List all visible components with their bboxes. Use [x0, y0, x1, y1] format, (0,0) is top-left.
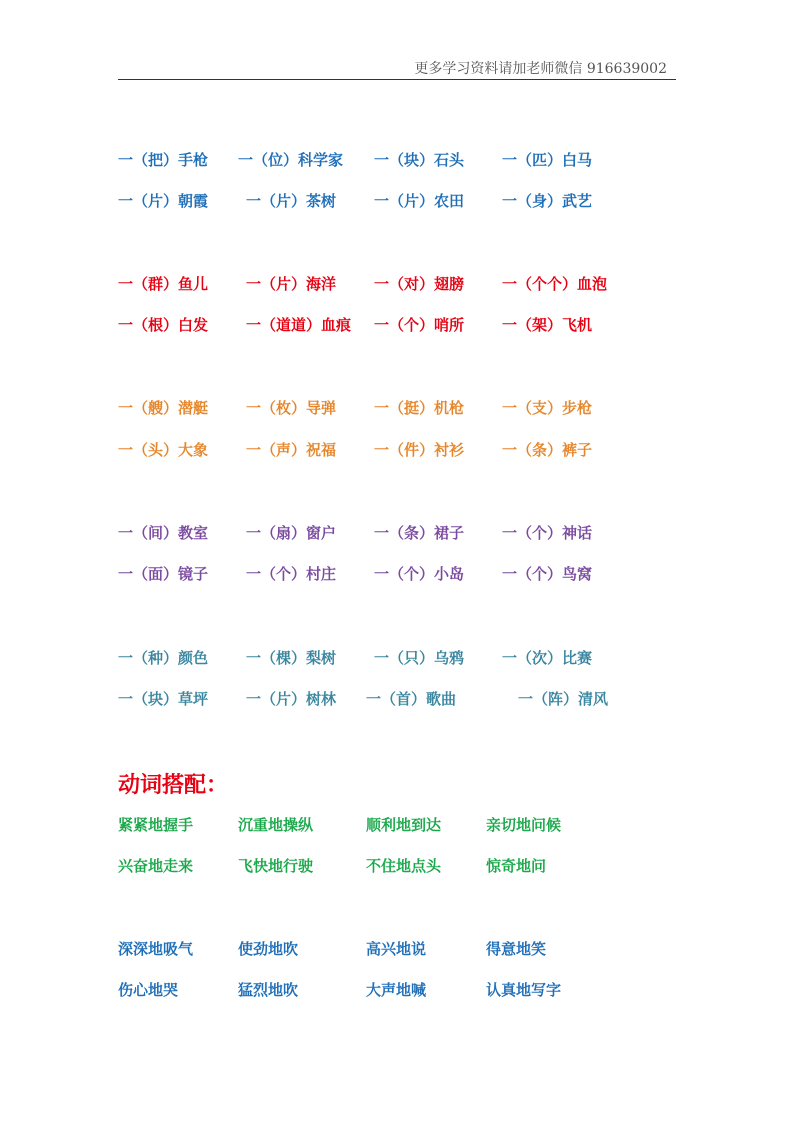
measure-word-item: 一（块）草坪 [118, 690, 209, 708]
measure-word-item: 一（片）海洋 [246, 275, 337, 293]
measure-word-item: 一（块）石头 [374, 151, 465, 169]
measure-word-row [0, 647, 793, 669]
verb-phrase-item: 飞快地行驶 [238, 857, 314, 875]
measure-word-row [0, 563, 793, 585]
header-rule [118, 79, 676, 80]
verb-phrase-item: 兴奋地走来 [118, 857, 194, 875]
measure-word-item: 一（匹）白马 [502, 151, 593, 169]
measure-word-item: 一（条）裤子 [502, 441, 593, 459]
measure-word-item: 一（片）朝霞 [118, 192, 209, 210]
measure-word-item: 一（条）裙子 [374, 524, 465, 542]
verb-phrase-item: 大声地喊 [366, 981, 427, 999]
measure-word-item: 一（片）农田 [374, 192, 465, 210]
measure-word-item: 一（架）飞机 [502, 316, 593, 334]
verb-phrase-row [0, 979, 793, 1001]
measure-word-item: 一（面）镜子 [118, 565, 209, 583]
measure-word-item: 一（对）翅膀 [374, 275, 465, 293]
measure-word-item: 一（头）大象 [118, 441, 209, 459]
verb-phrase-item: 惊奇地问 [486, 857, 547, 875]
header-text: 更多学习资料请加老师微信 916639002 [414, 61, 667, 77]
verb-phrase-item: 认真地写字 [486, 981, 562, 999]
measure-word-item: 一（个）村庄 [246, 565, 337, 583]
measure-word-item: 一（声）祝福 [246, 441, 337, 459]
verb-phrase-item: 深深地吸气 [118, 940, 194, 958]
measure-word-item: 一（间）教室 [118, 524, 209, 542]
measure-word-item: 一（挺）机枪 [374, 399, 465, 417]
measure-word-item: 一（首）歌曲 [366, 690, 457, 708]
measure-word-item: 一（个个）血泡 [502, 275, 608, 293]
measure-word-item: 一（支）步枪 [502, 399, 593, 417]
measure-word-item: 一（片）茶树 [246, 192, 337, 210]
measure-word-row [0, 688, 793, 710]
measure-word-item: 一（艘）潜艇 [118, 399, 209, 417]
measure-word-item: 一（种）颜色 [118, 649, 209, 667]
measure-word-row [0, 522, 793, 544]
verb-phrase-row [0, 814, 793, 836]
verb-phrase-item: 伤心地哭 [118, 981, 179, 999]
measure-word-item: 一（枚）导弹 [246, 399, 337, 417]
verb-phrase-item: 不住地点头 [366, 857, 442, 875]
measure-word-item: 一（个）鸟窝 [502, 565, 593, 583]
measure-word-item: 一（个）哨所 [374, 316, 465, 334]
measure-word-item: 一（阵）清风 [518, 690, 609, 708]
measure-word-item: 一（棵）梨树 [246, 649, 337, 667]
measure-word-item: 一（件）衬衫 [374, 441, 465, 459]
verb-phrase-item: 高兴地说 [366, 940, 427, 958]
verb-phrase-item: 猛烈地吹 [238, 981, 299, 999]
measure-word-item: 一（只）乌鸦 [374, 649, 465, 667]
verb-phrase-item: 亲切地问候 [486, 816, 562, 834]
verb-phrase-item: 使劲地吹 [238, 940, 299, 958]
verb-phrase-item: 沉重地操纵 [238, 816, 314, 834]
measure-word-item: 一（次）比赛 [502, 649, 593, 667]
verb-phrase-item: 得意地笑 [486, 940, 547, 958]
measure-word-row [0, 190, 793, 212]
measure-word-row [0, 439, 793, 461]
verb-phrase-row [0, 855, 793, 877]
measure-word-item: 一（片）树林 [246, 690, 337, 708]
measure-word-item: 一（群）鱼儿 [118, 275, 209, 293]
measure-word-item: 一（把）手枪 [118, 151, 209, 169]
measure-word-row [0, 149, 793, 171]
measure-word-item: 一（扇）窗户 [246, 524, 337, 542]
measure-word-item: 一（位）科学家 [238, 151, 344, 169]
measure-word-item: 一（身）武艺 [502, 192, 593, 210]
measure-word-item: 一（根）白发 [118, 316, 209, 334]
verb-section-title: 动词搭配： [118, 773, 229, 798]
measure-word-row [0, 314, 793, 336]
measure-word-row [0, 273, 793, 295]
verb-phrase-row [0, 938, 793, 960]
measure-word-item: 一（个）神话 [502, 524, 593, 542]
verb-phrase-item: 顺利地到达 [366, 816, 442, 834]
measure-word-item: 一（个）小岛 [374, 565, 465, 583]
measure-word-row [0, 397, 793, 419]
measure-word-item: 一（道道）血痕 [246, 316, 352, 334]
verb-phrase-item: 紧紧地握手 [118, 816, 194, 834]
